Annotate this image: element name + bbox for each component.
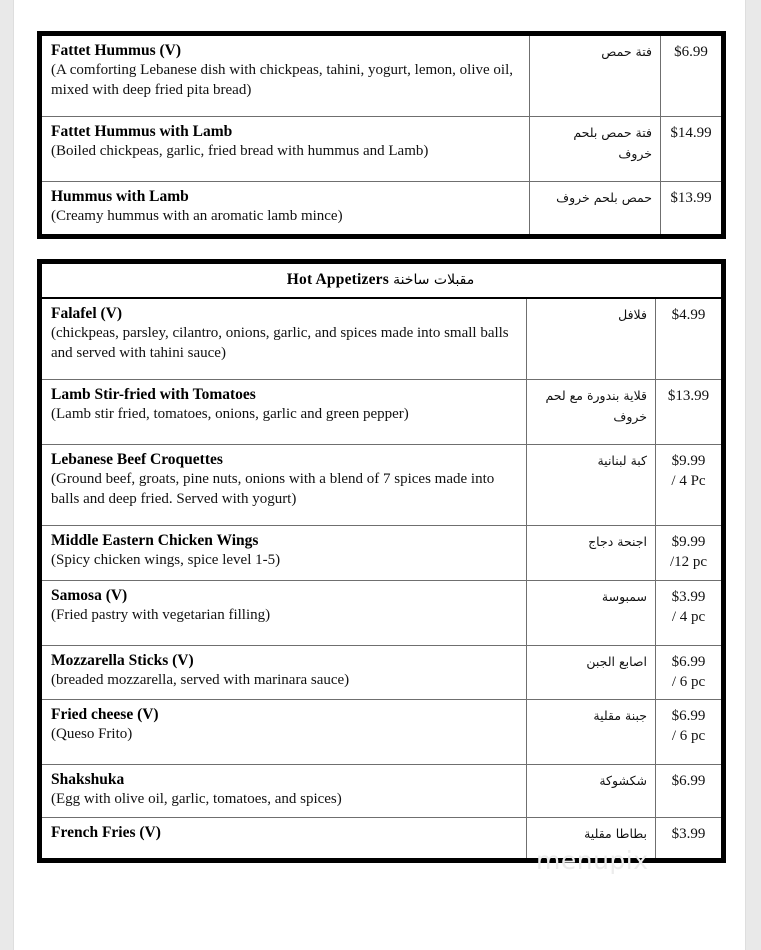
price-amount: $14.99 [670,125,712,141]
price-amount: $6.99 [671,708,706,724]
table-row [42,765,721,818]
dish-title: Fattet Hummus with Lamb [51,123,233,140]
dish-price-cell [656,818,721,858]
dish-name-cell [42,445,527,525]
dish-title: Fried cheese (V) [51,706,159,723]
dish-title: French Fries (V) [51,823,161,841]
dish-price-cell [661,182,721,234]
table-row [42,818,721,858]
dish-description: (Egg with olive oil, garlic, tomatoes, and spices) [51,791,342,808]
dish-description: (Lamb stir fried, tomatoes, onions, garlic and green pepper) [51,406,409,423]
section-header [42,264,721,299]
price-amount: $6.99 [671,773,706,789]
dish-title: Lamb Stir-fried with Tomatoes [51,386,256,403]
dish-name-arabic: كبة لبنانية [527,445,656,525]
dish-title: Hummus with Lamb [51,188,189,205]
dish-title: Mozzarella Sticks (V) [51,651,194,669]
dish-name-cell [42,299,527,379]
dish-title: Middle Eastern Chicken Wings [51,532,259,549]
price-amount: $3.99 [671,825,706,842]
dish-name-arabic: فلافل [527,299,656,379]
dish-price-cell [656,646,721,700]
dish-name-arabic: فتة حمص بلحم خروف [530,117,661,181]
dish-description: (Fried pastry with vegetarian filling) [51,606,271,623]
table-row [42,117,721,182]
table-row [42,299,721,380]
dish-name-arabic: سمبوسة [527,581,656,645]
menu-page [14,0,745,950]
dish-name-arabic: قلاية بندورة مع لحم خروف [527,380,656,444]
table-row [42,182,721,234]
menu-section-hot-appetizers [37,259,726,863]
dish-title: Samosa (V) [51,586,128,604]
dish-name-cell [42,818,527,858]
table-row [42,36,721,117]
dish-name-arabic: اجنحة دجاج [527,526,656,580]
price-amount: $6.99 [674,44,708,60]
price-amount: $6.99 [671,653,706,670]
dish-name-cell [42,646,527,700]
table-row [42,445,721,526]
price-amount: $13.99 [667,388,710,404]
price-quantity: /12 pc [669,554,708,571]
dish-description: (Creamy hummus with an aromatic lamb mince) [51,208,343,225]
dish-name-cell [42,700,527,764]
table-row [42,380,721,445]
dish-name-arabic: فتة حمص [530,36,661,116]
price-quantity: / 6 pc [671,673,706,690]
menupix-watermark: menupix [536,846,649,875]
menu-section-cold-appetizers [37,31,726,239]
dish-price-cell [656,526,721,580]
dish-price-cell [656,380,721,444]
price-amount: $3.99 [671,588,706,605]
dish-name-cell [42,36,530,116]
section-header-english: Hot Appetizers [286,271,389,288]
dish-description: (Queso Frito) [51,726,133,743]
dish-name-arabic: جبنة مقلية [527,700,656,764]
dish-name-arabic: شكشوكة [527,765,656,817]
price-amount: $4.99 [671,307,706,323]
table-row [42,646,721,701]
dish-description: (chickpeas, parsley, cilantro, onions, garlic, and spices made into small balls and served with tahini sauce) [51,325,509,361]
dish-name-cell [42,526,527,580]
dish-name-cell [42,182,530,234]
dish-name-cell [42,380,527,444]
dish-price-cell [656,581,721,645]
dish-name-arabic: بطاطا مقلية [527,818,656,858]
price-amount: $9.99 [671,453,706,469]
price-amount: $13.99 [670,190,712,206]
table-row [42,700,721,765]
table-row [42,526,721,581]
dish-price-cell [661,117,721,181]
section-header-arabic: مقبلات ساخنة [393,272,475,288]
dish-price-cell [656,299,721,379]
price-quantity: / 4 Pc [671,473,706,490]
price-amount: $9.99 [671,534,706,550]
dish-description: (Ground beef, groats, pine nuts, onions with a blend of 7 spices made into balls and deep fried. Served with yogurt) [51,471,495,507]
dish-title: Falafel (V) [51,305,123,322]
dish-description: (breaded mozzarella, served with marinara sauce) [51,671,350,688]
dish-title: Shakshuka [51,771,125,788]
dish-name-cell [42,581,527,645]
dish-title: Fattet Hummus (V) [51,42,182,59]
dish-price-cell [656,445,721,525]
dish-description: (Boiled chickpeas, garlic, fried bread with hummus and Lamb) [51,143,429,160]
price-quantity: / 4 pc [671,608,706,625]
dish-description: (Spicy chicken wings, spice level 1-5) [51,552,281,569]
dish-price-cell [656,700,721,764]
dish-price-cell [656,765,721,817]
table-row [42,581,721,646]
dish-name-cell [42,117,530,181]
dish-name-cell [42,765,527,817]
dish-description: (A comforting Lebanese dish with chickpeas, tahini, yogurt, lemon, olive oil, mixed with deep fried pita bread) [51,62,513,98]
price-quantity: / 6 pc [671,728,706,745]
dish-name-arabic: اصابع الجبن [527,646,656,700]
dish-price-cell [661,36,721,116]
dish-title: Lebanese Beef Croquettes [51,451,223,468]
dish-name-arabic: حمص بلحم خروف [530,182,661,234]
